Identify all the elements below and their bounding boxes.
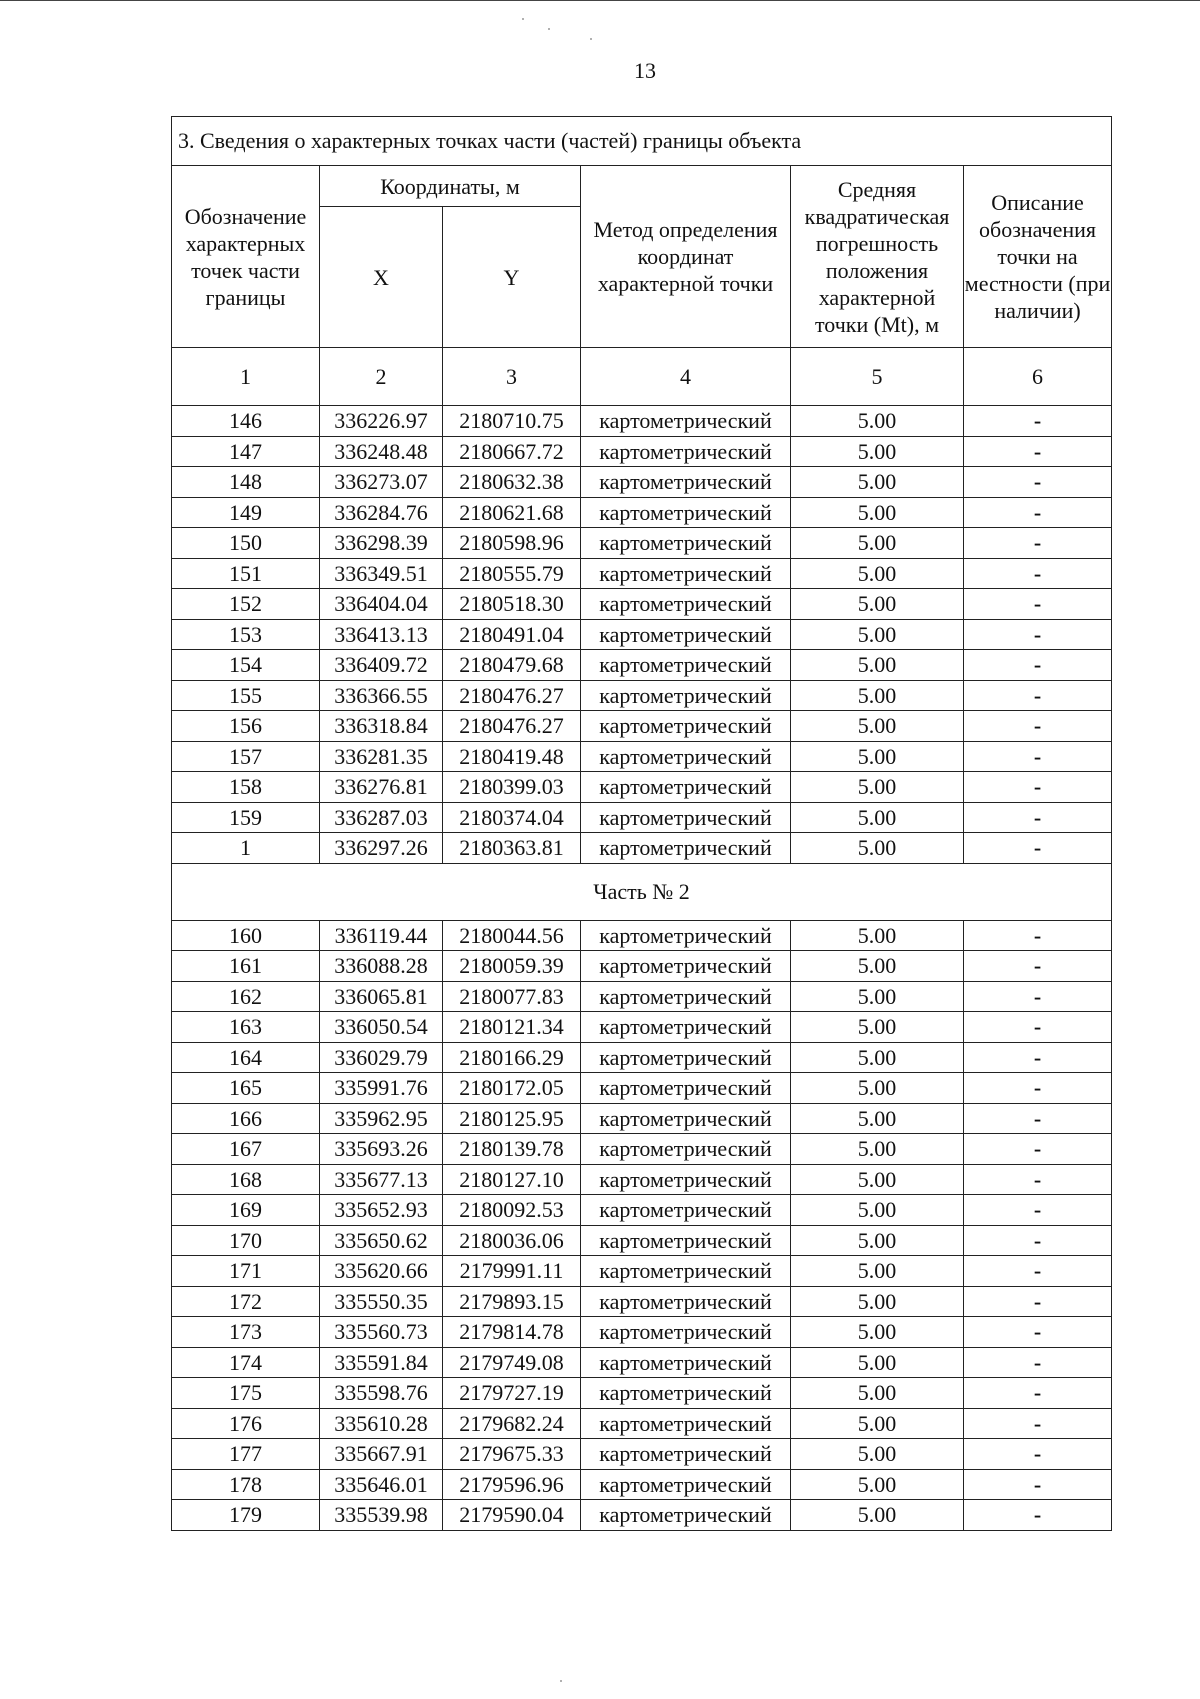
coord-y-cell: 2179814.78 [443, 1317, 581, 1348]
coord-y-cell: 2180374.04 [443, 802, 581, 833]
coord-x-cell: 335667.91 [320, 1439, 443, 1470]
description-cell: - [964, 1103, 1112, 1134]
method-cell: картометрический [581, 436, 791, 467]
mean-error-cell: 5.00 [791, 436, 964, 467]
description-cell: - [964, 1469, 1112, 1500]
column-number: 1 [172, 348, 320, 406]
method-cell: картометрический [581, 467, 791, 498]
coord-x-cell: 336284.76 [320, 497, 443, 528]
coord-y-cell: 2180077.83 [443, 981, 581, 1012]
table-row [172, 1073, 1112, 1104]
method-cell: картометрический [581, 1256, 791, 1287]
column-number: 4 [581, 348, 791, 406]
method-cell: картометрический [581, 951, 791, 982]
mean-error-cell: 5.00 [791, 467, 964, 498]
mean-error-cell: 5.00 [791, 1439, 964, 1470]
point-id-cell: 164 [172, 1042, 320, 1073]
coord-y-cell: 2180044.56 [443, 920, 581, 951]
coord-y-cell: 2179590.04 [443, 1500, 581, 1531]
point-id-cell: 163 [172, 1012, 320, 1043]
section-title: 3. Сведения о характерных точках части (частей) границы объекта [172, 117, 1112, 166]
table-row [172, 741, 1112, 772]
coord-x-cell: 335646.01 [320, 1469, 443, 1500]
column-number: 5 [791, 348, 964, 406]
header-description: Описание обозначения точки на местности (при наличии) [964, 166, 1112, 348]
coord-y-cell: 2180476.27 [443, 680, 581, 711]
method-cell: картометрический [581, 1103, 791, 1134]
table-row [172, 981, 1112, 1012]
point-id-cell: 160 [172, 920, 320, 951]
coord-y-cell: 2180632.38 [443, 467, 581, 498]
description-cell: - [964, 528, 1112, 559]
coord-x-cell: 336050.54 [320, 1012, 443, 1043]
coord-y-cell: 2179596.96 [443, 1469, 581, 1500]
coord-x-cell: 335620.66 [320, 1256, 443, 1287]
point-id-cell: 149 [172, 497, 320, 528]
mean-error-cell: 5.00 [791, 1225, 964, 1256]
coord-x-cell: 336119.44 [320, 920, 443, 951]
table-row [172, 1347, 1112, 1378]
coord-y-cell: 2180491.04 [443, 619, 581, 650]
table-row [172, 406, 1112, 437]
mean-error-cell: 5.00 [791, 1042, 964, 1073]
mean-error-cell: 5.00 [791, 1469, 964, 1500]
table-row [172, 1286, 1112, 1317]
coord-y-cell: 2179682.24 [443, 1408, 581, 1439]
point-id-cell: 146 [172, 406, 320, 437]
method-cell: картометрический [581, 619, 791, 650]
table-row [172, 1317, 1112, 1348]
point-id-cell: 168 [172, 1164, 320, 1195]
mean-error-cell: 5.00 [791, 1317, 964, 1348]
coord-x-cell: 336287.03 [320, 802, 443, 833]
description-cell: - [964, 981, 1112, 1012]
method-cell: картометрический [581, 406, 791, 437]
coord-x-cell: 336248.48 [320, 436, 443, 467]
table-row [172, 1134, 1112, 1165]
description-cell: - [964, 650, 1112, 681]
mean-error-cell: 5.00 [791, 680, 964, 711]
method-cell: картометрический [581, 741, 791, 772]
coord-x-cell: 335610.28 [320, 1408, 443, 1439]
coord-x-cell: 336298.39 [320, 528, 443, 559]
mean-error-cell: 5.00 [791, 528, 964, 559]
coord-x-cell: 335677.13 [320, 1164, 443, 1195]
point-id-cell: 179 [172, 1500, 320, 1531]
mean-error-cell: 5.00 [791, 589, 964, 620]
coord-x-cell: 336366.55 [320, 680, 443, 711]
point-id-cell: 174 [172, 1347, 320, 1378]
method-cell: картометрический [581, 528, 791, 559]
coord-x-cell: 336029.79 [320, 1042, 443, 1073]
mean-error-cell: 5.00 [791, 1195, 964, 1226]
mean-error-cell: 5.00 [791, 406, 964, 437]
point-id-cell: 177 [172, 1439, 320, 1470]
coord-y-cell: 2180555.79 [443, 558, 581, 589]
coord-x-cell: 336226.97 [320, 406, 443, 437]
mean-error-cell: 5.00 [791, 1408, 964, 1439]
mean-error-cell: 5.00 [791, 981, 964, 1012]
header-coordinates: Координаты, м [320, 166, 581, 207]
description-cell: - [964, 1408, 1112, 1439]
coord-y-cell: 2179749.08 [443, 1347, 581, 1378]
point-id-cell: 151 [172, 558, 320, 589]
point-id-cell: 178 [172, 1469, 320, 1500]
description-cell: - [964, 619, 1112, 650]
coord-y-cell: 2180363.81 [443, 833, 581, 864]
mean-error-cell: 5.00 [791, 650, 964, 681]
table-row [172, 1195, 1112, 1226]
method-cell: картометрический [581, 1042, 791, 1073]
mean-error-cell: 5.00 [791, 1164, 964, 1195]
scan-speck [590, 38, 592, 40]
header-mean-error: Средняя квадратическая погрешность положения характерной точки (Mt), м [791, 166, 964, 348]
point-id-cell: 172 [172, 1286, 320, 1317]
description-cell: - [964, 1317, 1112, 1348]
description-cell: - [964, 680, 1112, 711]
coord-y-cell: 2180399.03 [443, 772, 581, 803]
point-id-cell: 165 [172, 1073, 320, 1104]
coord-x-cell: 335962.95 [320, 1103, 443, 1134]
table-row [172, 802, 1112, 833]
coord-x-cell: 336088.28 [320, 951, 443, 982]
point-id-cell: 156 [172, 711, 320, 742]
table-row [172, 1256, 1112, 1287]
table-row [172, 1012, 1112, 1043]
coord-x-cell: 336409.72 [320, 650, 443, 681]
description-cell: - [964, 1012, 1112, 1043]
method-cell: картометрический [581, 558, 791, 589]
point-id-cell: 169 [172, 1195, 320, 1226]
description-cell: - [964, 558, 1112, 589]
coord-y-cell: 2180621.68 [443, 497, 581, 528]
coord-x-cell: 336413.13 [320, 619, 443, 650]
coord-x-cell: 335539.98 [320, 1500, 443, 1531]
point-id-cell: 173 [172, 1317, 320, 1348]
method-cell: картометрический [581, 1195, 791, 1226]
coord-x-cell: 336349.51 [320, 558, 443, 589]
coord-y-cell: 2180036.06 [443, 1225, 581, 1256]
coord-y-cell: 2179675.33 [443, 1439, 581, 1470]
table-row [172, 650, 1112, 681]
table-row [172, 1225, 1112, 1256]
description-cell: - [964, 1347, 1112, 1378]
mean-error-cell: 5.00 [791, 711, 964, 742]
coord-x-cell: 336318.84 [320, 711, 443, 742]
description-cell: - [964, 1073, 1112, 1104]
mean-error-cell: 5.00 [791, 1103, 964, 1134]
coord-y-cell: 2180598.96 [443, 528, 581, 559]
description-cell: - [964, 1256, 1112, 1287]
method-cell: картометрический [581, 650, 791, 681]
method-cell: картометрический [581, 1439, 791, 1470]
mean-error-cell: 5.00 [791, 1073, 964, 1104]
point-id-cell: 162 [172, 981, 320, 1012]
coord-x-cell: 336404.04 [320, 589, 443, 620]
description-cell: - [964, 1195, 1112, 1226]
table-row [172, 528, 1112, 559]
part-label: Часть № 2 [172, 863, 1112, 920]
coord-x-cell: 336297.26 [320, 833, 443, 864]
coord-y-cell: 2180166.29 [443, 1042, 581, 1073]
table-row [172, 711, 1112, 742]
point-id-cell: 154 [172, 650, 320, 681]
method-cell: картометрический [581, 680, 791, 711]
coord-y-cell: 2179893.15 [443, 1286, 581, 1317]
description-cell: - [964, 497, 1112, 528]
method-cell: картометрический [581, 920, 791, 951]
point-id-cell: 150 [172, 528, 320, 559]
method-cell: картометрический [581, 1286, 791, 1317]
coord-y-cell: 2180125.95 [443, 1103, 581, 1134]
method-cell: картометрический [581, 1317, 791, 1348]
point-id-cell: 171 [172, 1256, 320, 1287]
mean-error-cell: 5.00 [791, 920, 964, 951]
table-row [172, 467, 1112, 498]
coord-x-cell: 335560.73 [320, 1317, 443, 1348]
method-cell: картометрический [581, 981, 791, 1012]
point-id-cell: 153 [172, 619, 320, 650]
method-cell: картометрический [581, 1225, 791, 1256]
coord-y-cell: 2180127.10 [443, 1164, 581, 1195]
point-id-cell: 176 [172, 1408, 320, 1439]
description-cell: - [964, 436, 1112, 467]
scan-speck [522, 18, 524, 20]
method-cell: картометрический [581, 497, 791, 528]
point-id-cell: 148 [172, 467, 320, 498]
method-cell: картометрический [581, 802, 791, 833]
mean-error-cell: 5.00 [791, 1286, 964, 1317]
point-id-cell: 175 [172, 1378, 320, 1409]
coord-y-cell: 2180667.72 [443, 436, 581, 467]
mean-error-cell: 5.00 [791, 741, 964, 772]
mean-error-cell: 5.00 [791, 833, 964, 864]
mean-error-cell: 5.00 [791, 1012, 964, 1043]
column-number: 2 [320, 348, 443, 406]
mean-error-cell: 5.00 [791, 802, 964, 833]
description-cell: - [964, 1286, 1112, 1317]
coord-y-cell: 2180419.48 [443, 741, 581, 772]
mean-error-cell: 5.00 [791, 951, 964, 982]
method-cell: картометрический [581, 1469, 791, 1500]
coord-y-cell: 2180059.39 [443, 951, 581, 982]
description-cell: - [964, 1500, 1112, 1531]
column-number: 6 [964, 348, 1112, 406]
table-row [172, 1469, 1112, 1500]
point-id-cell: 170 [172, 1225, 320, 1256]
point-id-cell: 147 [172, 436, 320, 467]
coord-y-cell: 2180092.53 [443, 1195, 581, 1226]
coord-x-cell: 335591.84 [320, 1347, 443, 1378]
boundary-points-table [171, 116, 1112, 1531]
table-row [172, 1378, 1112, 1409]
table-row [172, 1042, 1112, 1073]
table-row [172, 680, 1112, 711]
mean-error-cell: 5.00 [791, 1347, 964, 1378]
description-cell: - [964, 802, 1112, 833]
table-row [172, 619, 1112, 650]
description-cell: - [964, 772, 1112, 803]
coord-x-cell: 335693.26 [320, 1134, 443, 1165]
coord-x-cell: 335550.35 [320, 1286, 443, 1317]
mean-error-cell: 5.00 [791, 772, 964, 803]
description-cell: - [964, 920, 1112, 951]
part-divider-row [172, 863, 1112, 920]
coord-y-cell: 2180518.30 [443, 589, 581, 620]
description-cell: - [964, 406, 1112, 437]
coord-y-cell: 2180710.75 [443, 406, 581, 437]
method-cell: картометрический [581, 1134, 791, 1165]
table-row [172, 1439, 1112, 1470]
description-cell: - [964, 467, 1112, 498]
table-row [172, 1408, 1112, 1439]
coord-y-cell: 2180121.34 [443, 1012, 581, 1043]
coord-x-cell: 336273.07 [320, 467, 443, 498]
method-cell: картометрический [581, 1012, 791, 1043]
point-id-cell: 152 [172, 589, 320, 620]
coord-y-cell: 2180139.78 [443, 1134, 581, 1165]
coord-y-cell: 2179991.11 [443, 1256, 581, 1287]
description-cell: - [964, 1042, 1112, 1073]
description-cell: - [964, 833, 1112, 864]
header-x: X [320, 207, 443, 348]
method-cell: картометрический [581, 1164, 791, 1195]
mean-error-cell: 5.00 [791, 1378, 964, 1409]
point-id-cell: 155 [172, 680, 320, 711]
method-cell: картометрический [581, 1347, 791, 1378]
coord-x-cell: 335650.62 [320, 1225, 443, 1256]
mean-error-cell: 5.00 [791, 619, 964, 650]
coord-y-cell: 2180479.68 [443, 650, 581, 681]
mean-error-cell: 5.00 [791, 1256, 964, 1287]
table-row [172, 1500, 1112, 1531]
mean-error-cell: 5.00 [791, 1500, 964, 1531]
table-row [172, 920, 1112, 951]
coord-x-cell: 336065.81 [320, 981, 443, 1012]
scan-speck [560, 1680, 562, 1682]
description-cell: - [964, 1378, 1112, 1409]
coord-y-cell: 2179727.19 [443, 1378, 581, 1409]
table-row [172, 833, 1112, 864]
table-row [172, 1103, 1112, 1134]
method-cell: картометрический [581, 589, 791, 620]
header-y: Y [443, 207, 581, 348]
table-row [172, 951, 1112, 982]
mean-error-cell: 5.00 [791, 497, 964, 528]
table-row [172, 589, 1112, 620]
description-cell: - [964, 951, 1112, 982]
coord-x-cell: 336276.81 [320, 772, 443, 803]
coord-x-cell: 335991.76 [320, 1073, 443, 1104]
table-row [172, 497, 1112, 528]
method-cell: картометрический [581, 833, 791, 864]
point-id-cell: 157 [172, 741, 320, 772]
method-cell: картометрический [581, 1500, 791, 1531]
coord-y-cell: 2180476.27 [443, 711, 581, 742]
point-id-cell: 161 [172, 951, 320, 982]
table-row [172, 1164, 1112, 1195]
column-number: 3 [443, 348, 581, 406]
point-id-cell: 1 [172, 833, 320, 864]
description-cell: - [964, 1164, 1112, 1195]
point-id-cell: 158 [172, 772, 320, 803]
description-cell: - [964, 1439, 1112, 1470]
page-top-edge [0, 0, 1200, 1]
header-method: Метод определения координат характерной точки [581, 166, 791, 348]
table-row [172, 558, 1112, 589]
point-id-cell: 167 [172, 1134, 320, 1165]
description-cell: - [964, 711, 1112, 742]
page-number: 13 [634, 58, 656, 83]
coord-x-cell: 336281.35 [320, 741, 443, 772]
table-row [172, 436, 1112, 467]
description-cell: - [964, 741, 1112, 772]
description-cell: - [964, 589, 1112, 620]
method-cell: картометрический [581, 711, 791, 742]
coord-x-cell: 335652.93 [320, 1195, 443, 1226]
method-cell: картометрический [581, 1408, 791, 1439]
description-cell: - [964, 1225, 1112, 1256]
method-cell: картометрический [581, 772, 791, 803]
header-point-designation: Обозначение характерных точек части границы [172, 166, 320, 348]
scan-speck [548, 28, 550, 30]
coord-x-cell: 335598.76 [320, 1378, 443, 1409]
point-id-cell: 159 [172, 802, 320, 833]
method-cell: картометрический [581, 1073, 791, 1104]
mean-error-cell: 5.00 [791, 558, 964, 589]
description-cell: - [964, 1134, 1112, 1165]
mean-error-cell: 5.00 [791, 1134, 964, 1165]
method-cell: картометрический [581, 1378, 791, 1409]
coord-y-cell: 2180172.05 [443, 1073, 581, 1104]
table-row [172, 772, 1112, 803]
point-id-cell: 166 [172, 1103, 320, 1134]
